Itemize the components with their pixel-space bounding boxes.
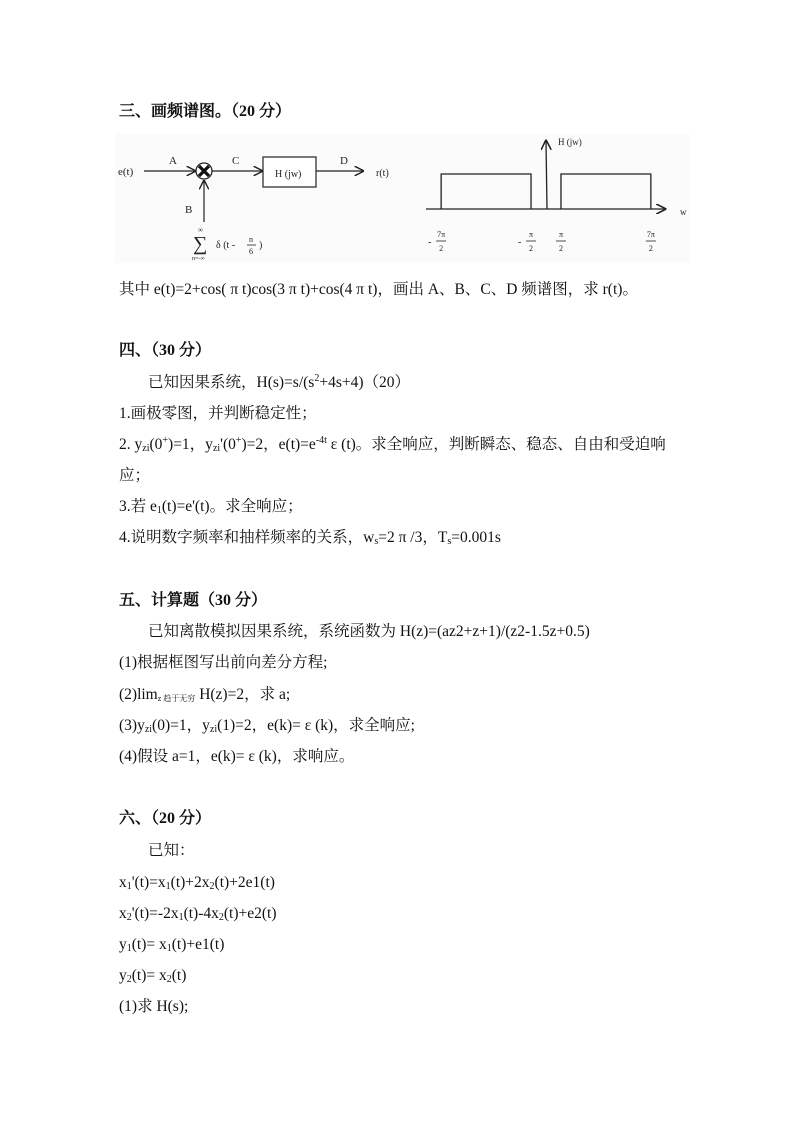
section-5-q4: (4)假设 a=1，e(k)= ε (k)，求响应。 xyxy=(119,748,355,765)
tick-denominator: 2 xyxy=(648,244,653,253)
tick-label-1 xyxy=(428,230,446,253)
passband-2 xyxy=(561,174,651,209)
section-4-q1: 1.画极零图，并判断稳定性； xyxy=(119,405,317,422)
sum-frac-num: n xyxy=(249,235,253,244)
equation-y1: $y_1(t)= x_1(t)+e1(t)$ xyxy=(119,936,225,954)
equation-y2: $y_2(t)= x_2(t)$ xyxy=(119,967,187,985)
output-label: r(t) xyxy=(376,168,389,179)
tick-denominator: 2 xyxy=(529,244,534,253)
section-4-q2-continued: 应； xyxy=(119,467,151,484)
sum-frac-den: 6 xyxy=(249,247,253,256)
section-6-intro: 已知： xyxy=(148,842,195,859)
section-3-heading: 三、画频谱图。（20 分） xyxy=(119,103,292,120)
section-4-heading: 四、（30 分） xyxy=(119,342,212,359)
node-d-label: D xyxy=(340,155,348,167)
block-label: H (jw) xyxy=(275,169,302,180)
sum-lower-limit: n=-∞ xyxy=(192,256,205,262)
section-5-q1: (1)根据框图写出前向差分方程; xyxy=(119,654,328,671)
tick-numerator: π xyxy=(528,230,534,239)
section-4-q2: 2. $y_{zi}(0^+)=1$，$y_{zi}'(0^+)=2$，$e(t)=e^{-4t}$ ε (t)。求全响应，判断瞬态、稳态、自由和受迫响 xyxy=(119,435,666,454)
tick-denominator: 2 xyxy=(558,244,563,253)
y-axis-label: H (jw) xyxy=(558,137,582,147)
y-axis xyxy=(546,141,547,209)
spectrum-plot xyxy=(115,133,690,263)
section-3-figure xyxy=(115,133,690,263)
section-4-q4: 4.说明数字频率和抽样频率的关系，$w_s=2$ π /3，$T_s=0.001s$ xyxy=(119,529,501,547)
sum-upper-limit: ∞ xyxy=(198,226,203,234)
section-5-heading: 五、计算题（30 分） xyxy=(119,592,268,609)
section-3-question: 其中 e(t)=2+cos( π t)cos(3 π t)+cos(4 π t)，画出 A、B、C、D 频谱图，求 r(t)。 xyxy=(119,281,638,298)
x-axis-label: w xyxy=(680,207,687,217)
section-5-q3: $(3)y_{zi}(0)=1$，$y_{zi}(1)=2$，e(k)= ε (k)，求全响应; xyxy=(119,717,415,735)
section-5-q2: $(2)\lim_{z 趋于无穷}$ H(z)=2，求 a; xyxy=(119,686,291,703)
tick-label-2 xyxy=(518,230,536,253)
section-5-intro: 已知离散模拟因果系统，系统函数为 H(z)=(az2+z+1)/(z2-1.5z+0.5) xyxy=(148,623,590,640)
tick-denominator: 2 xyxy=(439,244,444,253)
node-b-label: B xyxy=(185,204,193,216)
passband-1 xyxy=(441,174,531,209)
input-label: e(t) xyxy=(118,166,134,178)
tick-label-3 xyxy=(556,230,566,253)
tick-sign: - xyxy=(428,237,432,248)
tick-label-4 xyxy=(646,230,656,253)
equation-x2-derivative: $x_2'(t)=-2x_1(t)-4x_2(t)+e2(t)$ xyxy=(119,905,277,923)
section-6-q1: (1)求 H(s); xyxy=(119,998,189,1015)
tick-numerator: 7π xyxy=(437,230,446,239)
node-c-label: C xyxy=(232,155,240,167)
section-4-intro: 已知因果系统，$H(s)=s/(s^2+4s+4)(20)$ xyxy=(148,373,411,391)
node-a-label: A xyxy=(169,155,177,167)
equation-x1-derivative: $x_1'(t)=x_1(t)+2x_2(t)+2e1(t)$ xyxy=(119,874,275,892)
section-6-heading: 六、（20 分） xyxy=(119,810,212,827)
tick-numerator: 7π xyxy=(646,230,655,239)
tick-numerator: π xyxy=(558,230,564,239)
sum-term: δ (t - xyxy=(216,240,236,251)
sum-close: ) xyxy=(259,240,263,251)
section-4-q3: 3.若 $e_1(t)=e'(t)$。求全响应； xyxy=(119,498,303,516)
sum-symbol: ∑ xyxy=(193,233,208,255)
tick-sign: - xyxy=(518,237,522,248)
